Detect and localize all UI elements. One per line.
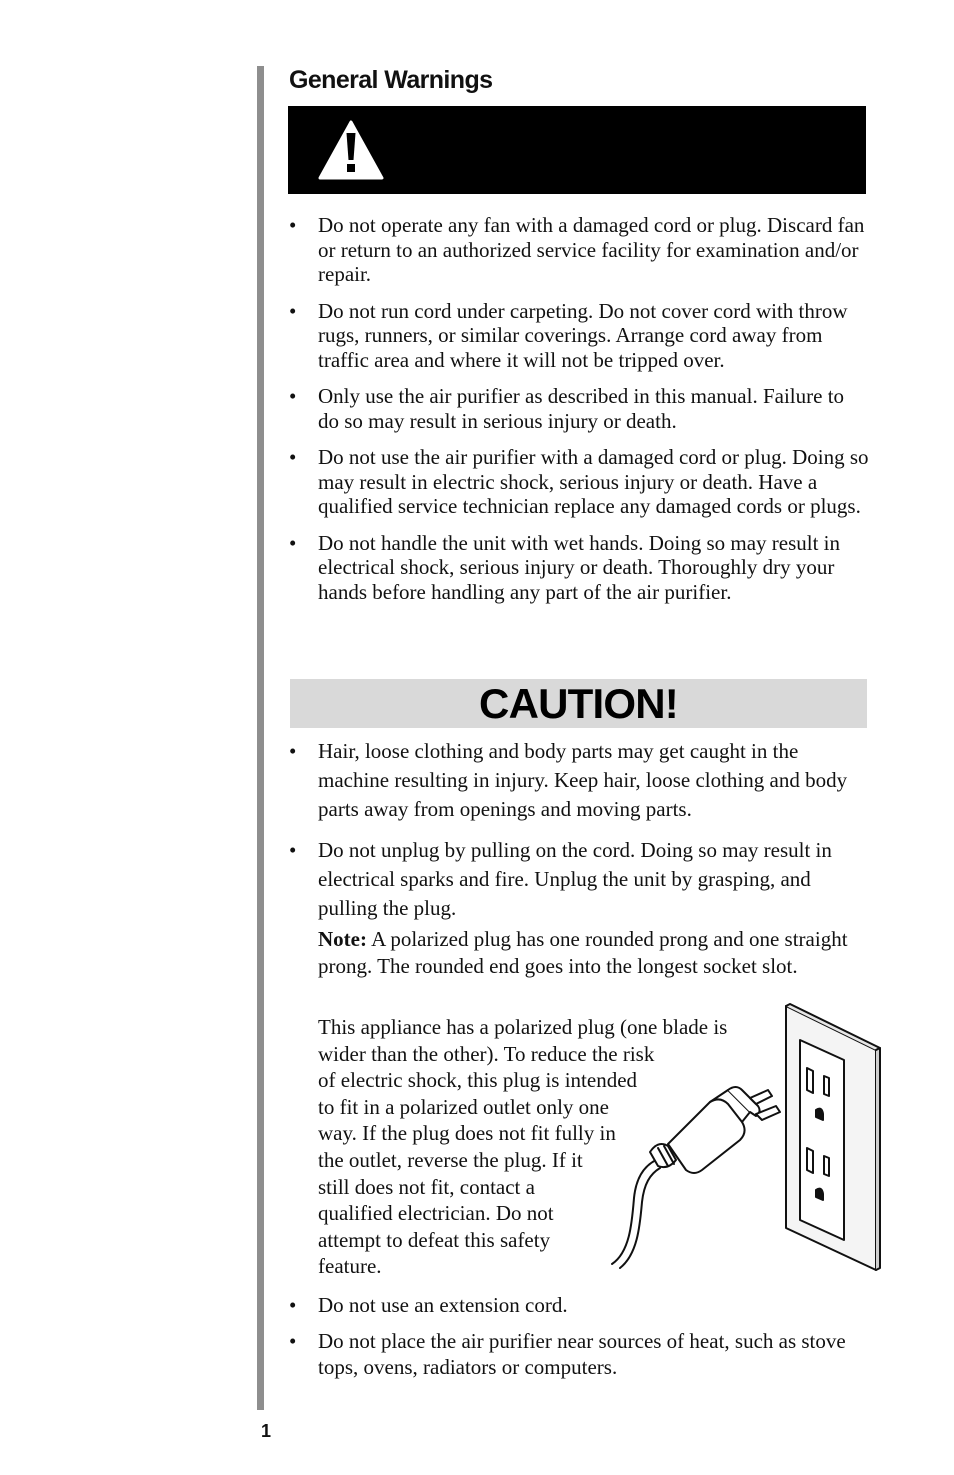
outlet-plug-illustration bbox=[610, 1002, 882, 1277]
list-item bbox=[289, 213, 869, 287]
bullet: • bbox=[289, 530, 297, 555]
note-paragraph bbox=[318, 926, 868, 980]
list-item-text: Only use the air purifier as described in this manual. Failure to do so may result in serious injury or death. bbox=[318, 384, 845, 433]
bullet: • bbox=[289, 213, 297, 237]
note-label: Note: bbox=[318, 927, 367, 951]
page-heading: General Warnings bbox=[289, 66, 493, 94]
bullet: • bbox=[289, 1329, 297, 1353]
side-rule bbox=[257, 66, 264, 1410]
bullet: • bbox=[289, 298, 297, 323]
list-item bbox=[289, 384, 869, 433]
page-number: 1 bbox=[261, 1421, 272, 1441]
final-list bbox=[289, 1292, 869, 1390]
bullet: • bbox=[289, 838, 297, 862]
caution-list bbox=[289, 737, 869, 935]
warning-triangle-icon bbox=[318, 119, 384, 181]
list-item bbox=[289, 531, 869, 605]
list-item-text: Hair, loose clothing and body parts may get caught in the machine resulting in injury. Keep hair, loose clothing and body parts away from openings and moving parts. bbox=[318, 739, 848, 821]
bullet: • bbox=[289, 1293, 297, 1317]
bullet: • bbox=[289, 445, 297, 469]
caution-banner: CAUTION! bbox=[290, 679, 867, 728]
list-item bbox=[289, 1328, 869, 1380]
warning-banner bbox=[288, 106, 866, 194]
list-item-text: Do not place the air purifier near sources of heat, such as stove tops, ovens, radiators or computers. bbox=[318, 1329, 846, 1379]
list-item bbox=[289, 737, 869, 824]
polarized-plug-text: This appliance has a polarized plug (one blade is wider than the other). To reduce the risk of electric shock, this plug is intended to fit in a polarized outlet only one way. If the plug does not fit fully in the outlet, reverse the plug. If it still does not fit, contact a qualified electrician. Do not attempt to defeat this safety feature. bbox=[318, 1015, 728, 1279]
bullet: • bbox=[289, 739, 297, 763]
note-text: A polarized plug has one rounded prong and one straight prong. The rounded end goes into the longest socket slot. bbox=[318, 927, 848, 978]
list-item bbox=[289, 299, 869, 373]
list-item-text: Do not use the air purifier with a damaged cord or plug. Doing so may result in electric shock, serious injury or death. Have a qualified service technician replace any damaged cords or plugs. bbox=[318, 445, 869, 518]
list-item bbox=[289, 836, 869, 923]
bullet: • bbox=[289, 384, 297, 408]
list-item-text: Do not run cord under carpeting. Do not cover cord with throw rugs, runners, or similar coverings. Arrange cord away from traffic area and where it will not be tripped over. bbox=[318, 298, 848, 372]
list-item bbox=[289, 445, 869, 519]
list-item-text: Do not handle the unit with wet hands. Doing so may result in electrical shock, serious injury or death. Thoroughly dry your hands before handling any part of the air purifier. bbox=[318, 530, 841, 604]
list-item bbox=[289, 1292, 869, 1318]
list-item-text: Do not operate any fan with a damaged cord or plug. Discard fan or return to an authorized service facility for examination and/or repair. bbox=[318, 213, 865, 286]
list-item-text: Do not unplug by pulling on the cord. Doing so may result in electrical sparks and fire. Unplug the unit by grasping, and pulling the plug. bbox=[318, 838, 832, 920]
list-item-text: Do not use an extension cord. bbox=[318, 1293, 568, 1317]
warning-list bbox=[289, 213, 869, 616]
